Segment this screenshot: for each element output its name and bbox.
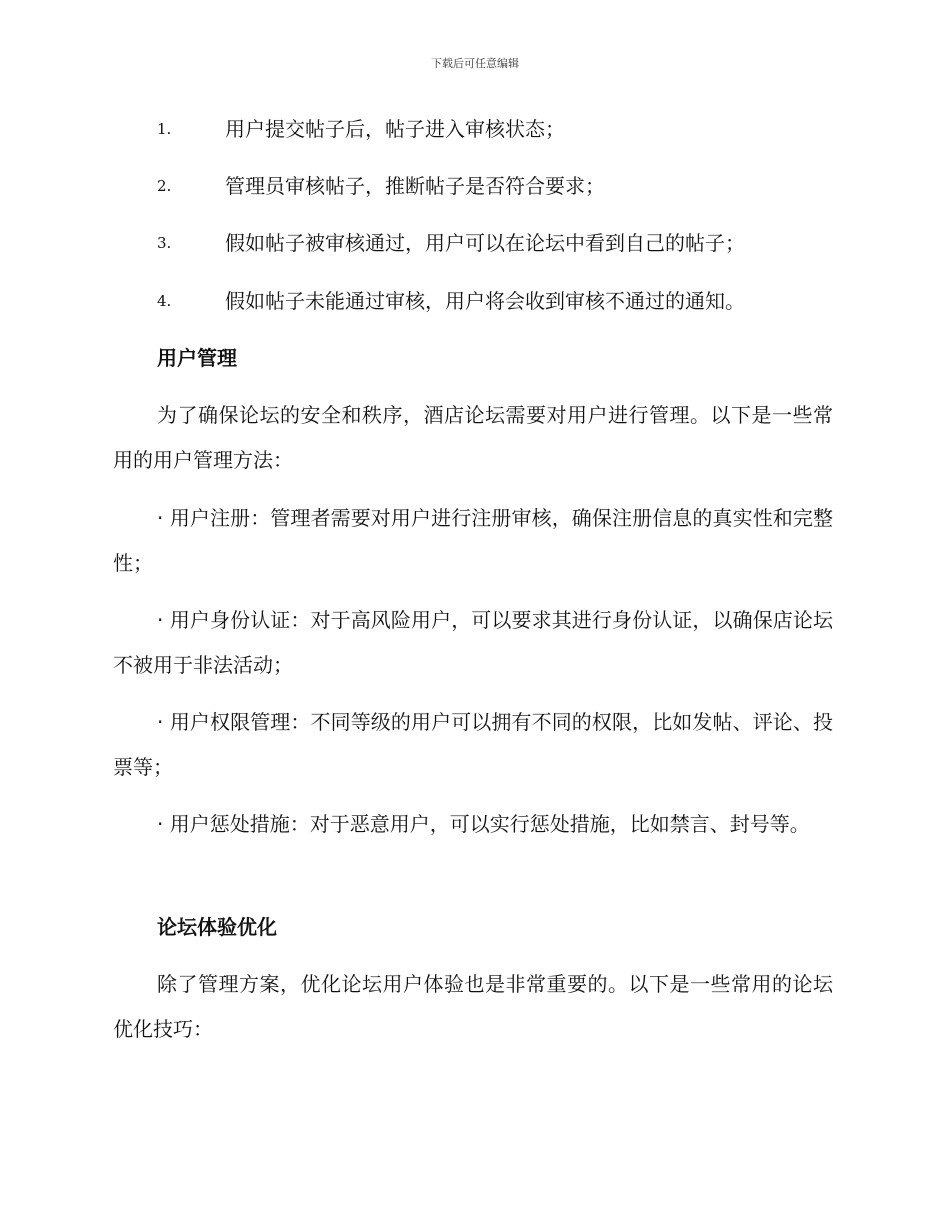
bullet-user-registration: · 用户注册：管理者需要对用户进行注册审核，确保注册信息的真实性和完整性； (113, 506, 833, 575)
list-number: 2. (157, 177, 172, 195)
bullet-user-penalty-measures: · 用户惩处措施：对于恶意用户，可以实行惩处措施，比如禁言、封号等。 (157, 812, 810, 836)
list-text: 用户提交帖子后，帖子进入审核状态； (225, 117, 565, 141)
paragraph-forum-experience-intro: 除了管理方案，优化论坛用户体验也是非常重要的。以下是一些常用的论坛优化技巧： (113, 972, 833, 1041)
paragraph-user-management-intro: 为了确保论坛的安全和秩序，酒店论坛需要对用户进行管理。以下是一些常用的用户管理方法： (113, 403, 833, 472)
list-number: 4. (157, 292, 172, 310)
section-heading-forum-experience: 论坛体验优化 (157, 915, 277, 939)
list-text: 假如帖子未能通过审核，用户将会收到审核不通过的通知。 (225, 289, 745, 313)
list-number: 1. (157, 120, 172, 138)
section-heading-user-management: 用户管理 (157, 346, 237, 370)
list-number: 3. (157, 234, 172, 252)
header-note: 下载后可任意编辑 (431, 57, 519, 70)
bullet-user-identity-verification: · 用户身份认证：对于高风险用户，可以要求其进行身份认证，以确保店论坛不被用于非法活动； (113, 608, 833, 677)
list-text: 管理员审核帖子，推断帖子是否符合要求； (225, 174, 605, 198)
list-text: 假如帖子被审核通过，用户可以在论坛中看到自己的帖子； (225, 231, 745, 255)
bullet-user-permission-management: · 用户权限管理：不同等级的用户可以拥有不同的权限，比如发帖、评论、投票等； (113, 710, 833, 779)
